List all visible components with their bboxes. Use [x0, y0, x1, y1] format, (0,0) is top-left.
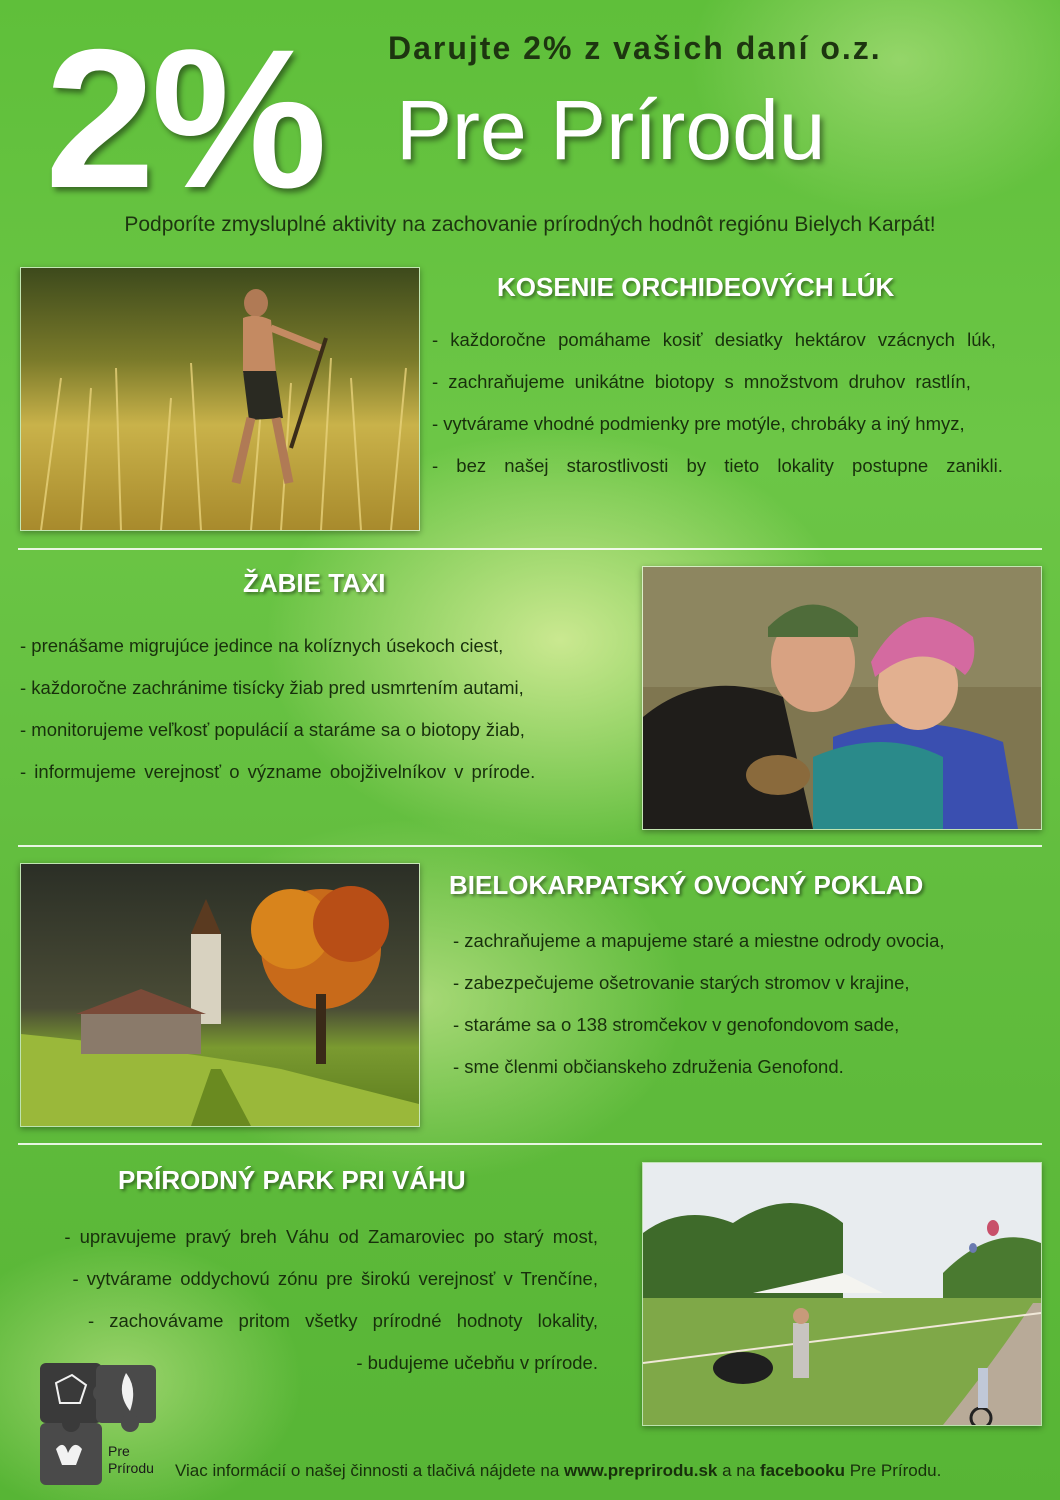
section-list-fruit-treasure — [453, 920, 1013, 1088]
list-item: - informujeme verejnosť o význame obojživelníkov v prírode. — [20, 761, 536, 782]
list-item: - zachraňujeme unikátne biotopy s množstvom druhov rastlín, — [432, 371, 971, 392]
footer-text-after: Pre Prírodu. — [849, 1461, 942, 1480]
section-title-meadows: KOSENIE ORCHIDEOVÝCH LÚK — [497, 272, 895, 302]
facebook-link[interactable]: facebooku — [759, 1461, 845, 1480]
list-item: - vytvárame oddychovú zónu pre širokú verejnosť v Trenčíne, — [72, 1268, 598, 1289]
list-item: - staráme sa o 138 stromčekov v genofondovom sade, — [453, 1014, 900, 1035]
man-mowing-meadow-photo — [20, 267, 420, 531]
brand-title: Pre Prírodu — [396, 83, 826, 177]
list-item: - zabezpečujeme ošetrovanie starých stromov v krajine, — [453, 972, 910, 993]
village-autumn-tree-photo — [20, 863, 420, 1127]
list-item: - zachraňujeme a mapujeme staré a miestne odrody ovocia, — [453, 930, 945, 951]
tagline: Podporíte zmysluplné aktivity na zachovanie prírodných hodnôt regiónu Bielych Karpát! — [124, 213, 936, 236]
section-list-nature-park — [20, 1216, 598, 1384]
list-item: - budujeme učebňu v prírode. — [356, 1352, 598, 1373]
list-item: - vytvárame vhodné podmienky pre motýle, chrobáky a iný hmyz, — [432, 413, 965, 434]
subtitle: Darujte 2% z vašich daní o.z. — [388, 30, 882, 66]
footer-text-middle: a na — [722, 1461, 756, 1480]
list-item: - každoročne pomáhame kosiť desiatky hektárov vzácnych lúk, — [432, 329, 996, 350]
list-item: - zachovávame pritom všetky prírodné hodnoty lokality, — [87, 1310, 598, 1331]
footer-info — [175, 1461, 941, 1481]
section-list-meadows — [432, 319, 1020, 487]
list-item: - bez našej starostlivosti by tieto lokality postupne zanikli. — [432, 455, 1003, 476]
list-item: - každoročne zachránime tisícky žiab pred usmrtením autami, — [20, 677, 524, 698]
logo-line-1: Pre — [108, 1443, 130, 1459]
list-item: - prenášame migrujúce jedince na kolíznych úsekoch ciest, — [20, 635, 504, 656]
riverside-park-horse-photo — [642, 1162, 1042, 1426]
section-title-frog-taxi: ŽABIE TAXI — [243, 568, 386, 598]
list-item: - sme členmi občianskeho združenia Genofond. — [453, 1056, 844, 1077]
list-item: - monitorujeme veľkosť populácií a staráme sa o biotopy žiab, — [20, 719, 525, 740]
section-title-fruit-treasure: BIELOKARPATSKÝ OVOCNÝ POKLAD — [449, 870, 924, 900]
website-link[interactable]: www.preprirodu.sk — [564, 1461, 718, 1480]
pre-prirodu-logo — [38, 1363, 158, 1485]
logo-line-2: Prírodu — [108, 1460, 154, 1476]
section-title-nature-park: PRÍRODNÝ PARK PRI VÁHU — [118, 1165, 466, 1195]
list-item: - upravujeme pravý breh Váhu od Zamaroviec po starý most, — [64, 1226, 598, 1247]
section-divider — [18, 845, 1042, 847]
big-percent-heading: 2% — [45, 8, 324, 229]
section-divider — [18, 1143, 1042, 1145]
footer-text-before: Viac informácií o našej činnosti a tlačivá nájdete na — [175, 1461, 560, 1480]
section-list-frog-taxi — [20, 625, 630, 793]
children-holding-toad-photo — [642, 566, 1042, 830]
section-divider — [18, 548, 1042, 550]
